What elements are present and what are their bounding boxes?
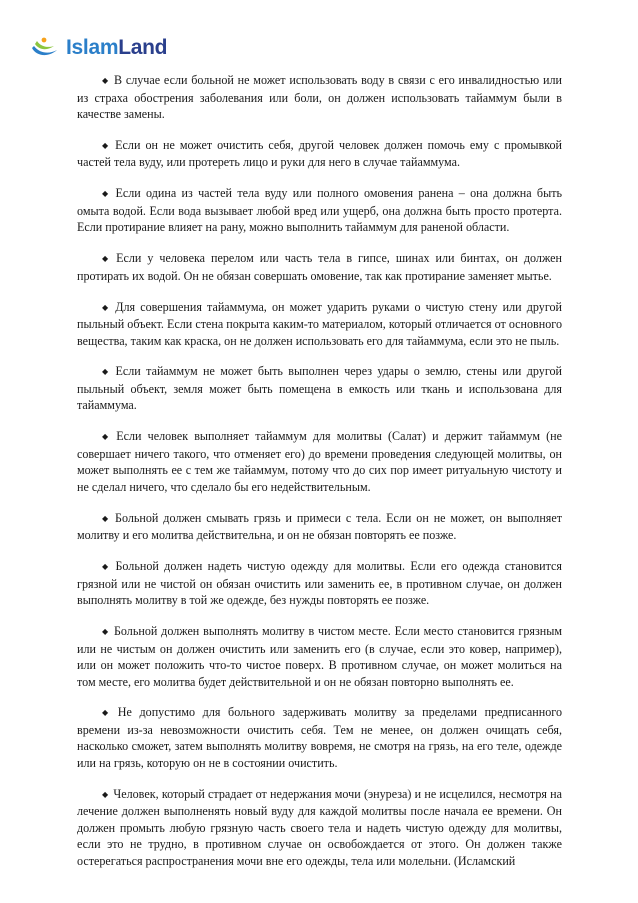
paragraph-text: Если человек выполняет тайаммум для молитвы (Салат) и держит тайаммум (не совершает ничего такого, что отменяет его) до времени проведения следующей молитвы, он может выполнять ее с тем же тайаммум, потому что до сих пор имеет ритуальную чистоту и не сделал ничего, что сделало бы его недействительным. [77, 429, 563, 494]
paragraph [77, 786, 562, 870]
logo-swoosh-icon [30, 34, 64, 60]
paragraph-text: Больной должен выполнять молитву в чистом месте. Если место становится грязным или не чистым он должен очистить или заменить его (в случае, если это ковер, например), или он может положить что-то чистое поверх. В противном случае, он может молиться на том месте, его молитва будет действительной и он не обязан повторно выполнять ее. [77, 624, 563, 689]
diamond-bullet-icon: ◆ [102, 789, 109, 799]
diamond-bullet-icon: ◆ [102, 513, 111, 523]
document-body [77, 72, 562, 884]
paragraph-text: Если одина из частей тела вуду или полного омовения ранена – она должна быть омыта водой. Если вода вызывает любой вред или ущерб, она должна быть просто протерта. Если протирание влияет на рану, можно выполнить тайаммум для раненой области. [77, 186, 562, 235]
diamond-bullet-icon: ◆ [102, 708, 113, 718]
paragraph-text: Не допустимо для больного задерживать молитву за пределами предписанного времени из-за невозможности очистить себя. Тем не менее, он должен очищать себя, насколько сможет, затем выполнять молитву вовремя, не смотря на грязь, на его теле, одежде или на грязь, которую он не в состоянии очистить. [77, 705, 562, 770]
paragraph [77, 137, 562, 171]
paragraph [77, 72, 562, 123]
paragraph-text: Если тайаммум не может быть выполнен через удары о землю, стены или другой пыльный объект, земля может быть помещена в емкость или ткань и использована для тайаммума. [77, 364, 563, 413]
paragraph [77, 185, 562, 236]
diamond-bullet-icon: ◆ [102, 189, 111, 199]
paragraph [77, 558, 562, 609]
diamond-bullet-icon: ◆ [102, 254, 112, 264]
paragraph-text: Если он не может очистить себя, другой человек должен помочь ему с промывкой частей тела вуду, или протереть лицо и руки для него в случае тайаммума. [77, 137, 562, 170]
paragraph-text: Для совершения тайаммума, он может ударить руками о чистую стену или другой пыльный объект. Если стена покрыта каким-то материалом, который отличается от основного вещества, таким как краска, он не должен использовать его для тайаммума, если это не пыль. [77, 299, 562, 348]
paragraph [77, 250, 562, 284]
paragraph [77, 510, 562, 544]
diamond-bullet-icon: ◆ [102, 367, 111, 377]
diamond-bullet-icon: ◆ [102, 76, 109, 85]
paragraph [77, 428, 562, 495]
diamond-bullet-icon: ◆ [102, 302, 111, 312]
paragraph [77, 704, 562, 771]
paragraph [77, 299, 562, 350]
paragraph-text: Больной должен смывать грязь и примеси с тела. Если он не может, он выполняет молитву и его молитва действительна, и он не обязан повторять ее позже. [77, 510, 563, 543]
paragraph-text: Если у человека перелом или часть тела в гипсе, шинах или бинтах, он должен протирать их водой. Он не обязан совершать омовение, так как протирание заменяет мытье. [77, 251, 562, 283]
logo-wordmark [66, 37, 167, 58]
paragraph [77, 363, 562, 414]
paragraph-text: В случае если больной не может использовать воду в связи с его инвалидностью или из страха обострения заболевания или боли, он должен использовать тайаммум были в качестве замены. [77, 73, 562, 121]
diamond-bullet-icon: ◆ [102, 627, 109, 637]
logo-word-land: Land [118, 35, 168, 59]
paragraph-text: Человек, который страдает от недержания мочи (энуреза) и не исцелился, несмотря на лечение должен выполненять новый вуду для каждой молитвы после начала ее времени. Он должен промыть любую грязную часть своего тела и надеть чистую одежду для молитвы, если это не трудно, в противном случае он освобождается от этого. Он должен также остерегаться распространения мочи вне его одежды, тела или молельни. (Исламский [77, 786, 563, 868]
islamland-logo [30, 34, 167, 60]
diamond-bullet-icon: ◆ [102, 562, 111, 572]
diamond-bullet-icon: ◆ [102, 432, 112, 442]
diamond-bullet-icon: ◆ [102, 140, 111, 150]
paragraph-text: Больной должен надеть чистую одежду для молитвы. Если его одежда становится грязной или не чистой он обязан очистить или заменить ее, в противном случае, он должен выполнять молитву в той же одежде, без нужды повторять ее позже. [77, 559, 562, 608]
paragraph [77, 623, 562, 690]
logo-word-islam: Islam [66, 35, 119, 59]
